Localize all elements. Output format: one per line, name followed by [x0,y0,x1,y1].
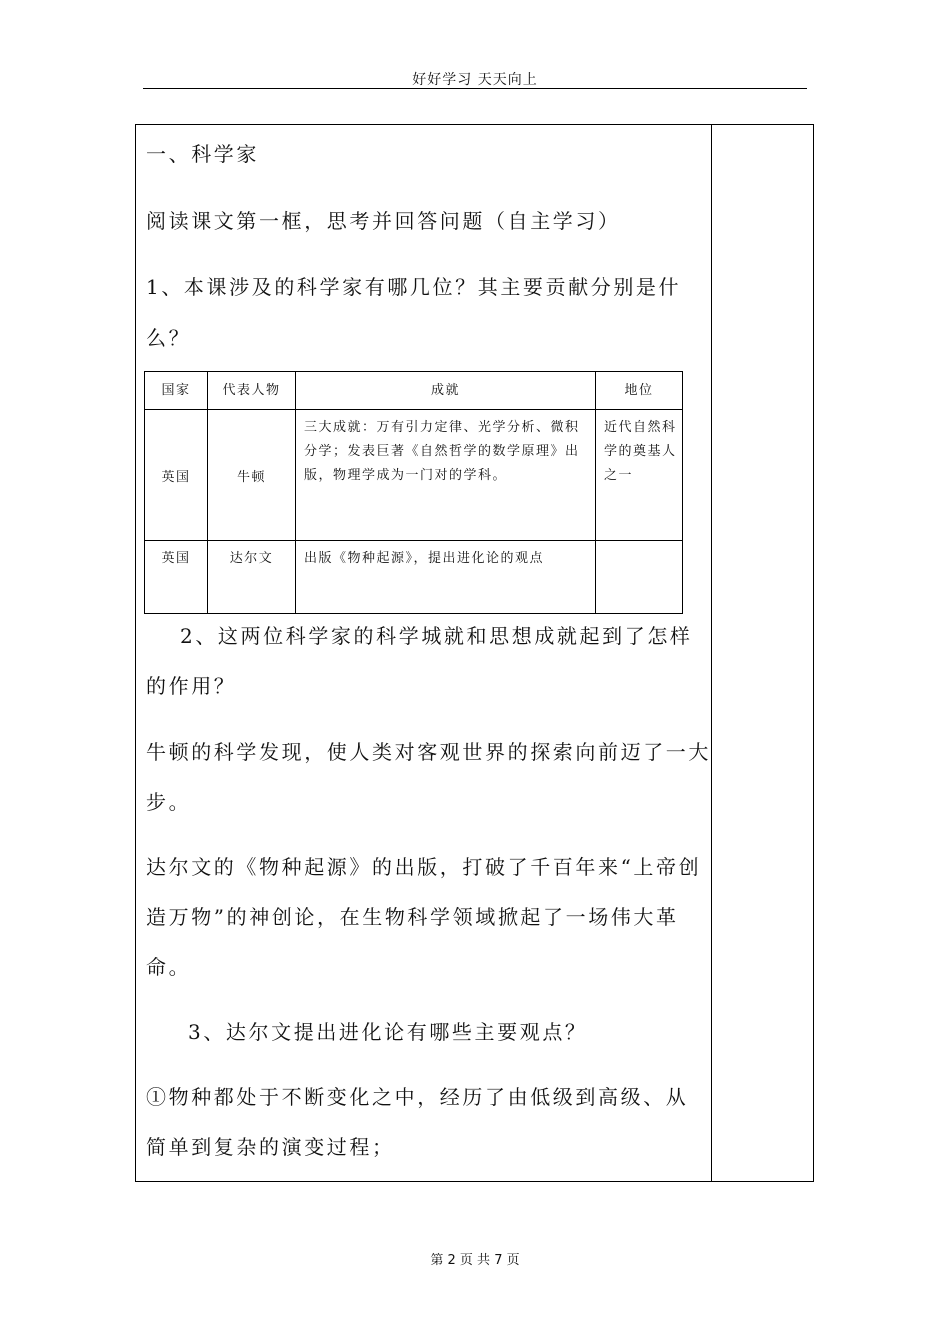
cell-country: 英国 [145,541,208,614]
instruction: 阅读课文第一框，思考并回答问题（自主学习） [146,209,621,233]
question-2-line-1: 2、这两位科学家的科学城就和思想成就起到了怎样 [180,624,693,648]
page-header: 好好学习 天天向上 [412,72,538,88]
table-header-row [145,372,683,410]
page-footer: 第 2 页 共 7 页 [430,1253,520,1268]
header-status: 地位 [596,372,683,410]
header-country: 国家 [145,372,208,410]
scientist-table [144,371,683,614]
cell-status: 近代自然科学的奠基人之一 [596,410,683,541]
answer-3-line-1: ①物种都处于不断变化之中，经历了由低级到高级、从 [146,1085,689,1109]
cell-achievement: 出版《物种起源》，提出进化论的观点 [296,541,596,614]
cell-status [596,541,683,614]
table-row [145,410,683,541]
cell-person: 达尔文 [208,541,296,614]
table-row [145,541,683,614]
answer-2-darwin-line-2: 造万物”的神创论，在生物科学领域掀起了一场伟大革 [146,905,679,929]
question-1-line-2: 么？ [146,326,192,350]
header-achievement: 成就 [296,372,596,410]
question-3: 3、达尔文提出进化论有哪些主要观点？ [188,1020,588,1044]
section-title: 一、科学家 [146,142,259,166]
answer-2-darwin-line-3: 命。 [146,955,192,979]
header-person: 代表人物 [208,372,296,410]
question-1-line-1: 1、本课涉及的科学家有哪几位？其主要贡献分别是什 [146,275,682,299]
answer-2-newton-line-2: 步。 [146,790,192,814]
cell-achievement: 三大成就：万有引力定律、光学分析、微积分学；发表巨著《自然哲学的数学原理》出版，物理学成为一门对的学科。 [296,410,596,541]
cell-person: 牛顿 [208,410,296,541]
header-rule [143,88,807,89]
answer-2-newton-line-1: 牛顿的科学发现，使人类对客观世界的探索向前迈了一大 [146,740,711,764]
cell-country: 英国 [145,410,208,541]
answer-2-darwin-line-1: 达尔文的《物种起源》的出版，打破了千百年来“上帝创 [146,855,702,879]
question-2-line-2: 的作用？ [146,674,237,698]
answer-3-line-2: 简单到复杂的演变过程； [146,1135,395,1159]
